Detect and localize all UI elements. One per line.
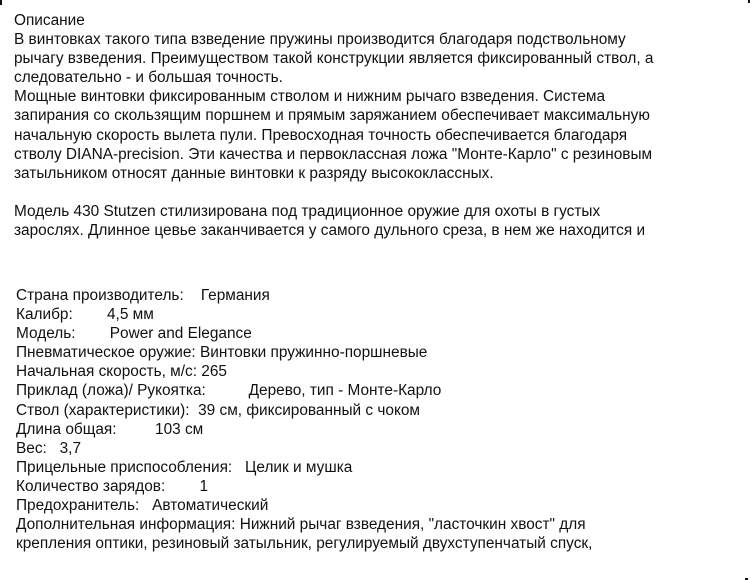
spec-weight	[16, 439, 746, 458]
spec-extra-label: Дополнительная информация:	[16, 516, 236, 534]
spec-model-label: Модель:	[16, 325, 76, 343]
spec-charges	[16, 477, 746, 496]
spec-length-label: Длина общая:	[16, 420, 117, 438]
spec-barrel-value: 39 см, фиксированный с чоком	[198, 401, 421, 419]
spec-model	[16, 324, 746, 343]
product-description	[14, 11, 744, 240]
spec-velocity: Начальная скорость, м/с: 265	[16, 363, 227, 381]
spec-country-value: Германия	[200, 287, 270, 304]
spec-safety	[16, 496, 746, 515]
spec-stock-label: Приклад (ложа)/ Рукоятка:	[16, 382, 206, 400]
spec-safety-label: Предохранитель:	[16, 497, 140, 515]
spec-barrel-label: Ствол (характеристики):	[16, 401, 190, 419]
spec-caliber-label: Калибр:	[16, 306, 73, 324]
spec-stock-value: Дерево, тип - Монте-Карло	[248, 382, 442, 400]
spec-charges-value: 1	[199, 477, 209, 495]
top-left-mark	[0, 0, 2, 5]
spec-extra-value: Нижний рычаг взведения, "ласточкин хвост" для крепления оптики, резиновый затыльник, регулируемый двухступенчатый спуск,	[16, 516, 593, 553]
spec-model-value: Power and Elegance	[109, 325, 252, 343]
description-heading: Описание	[14, 12, 85, 29]
spec-country	[16, 286, 746, 305]
spec-stock	[16, 381, 746, 400]
description-paragraph-1: В винтовках такого типа взведение пружины производится благодаря подствольному рычагу взведения. Преимуществом такой конструкции является фиксированный ствол, а следовательно - и большая точность.	[14, 31, 654, 87]
spec-caliber	[16, 305, 746, 324]
spec-length-value: 103 см	[155, 420, 204, 438]
description-paragraph-2: Мощные винтовки фиксированным стволом и нижним рычаго взведения. Система запирания со скользящим поршнем и прямым заряжанием обеспечивает максимальную начальную скорость вылета пули. Превосходная точность обеспечивается благодаря стволу DIANA-precision. Эти качества и первоклассная ложа "Монте-Карло" с резиновым затыльником относят данные винтовки к разряду высококлассных.	[14, 88, 653, 182]
spec-weight-value: 3,7	[59, 439, 82, 457]
spec-caliber-value: 4,5 мм	[106, 306, 154, 324]
spec-sights-label: Прицельные приспособления:	[16, 458, 233, 476]
description-paragraph-3: Модель 430 Stutzen стилизирована под традиционное оружие для охоты в густых зарослях. Длинное цевье заканчивается у самого дульного среза, в нем же находится и	[14, 202, 646, 240]
product-specifications	[16, 286, 746, 553]
spec-sights	[16, 458, 746, 477]
spec-extra	[16, 515, 746, 553]
spec-safety-value: Автоматический	[152, 497, 269, 515]
spec-charges-label: Количество зарядов:	[16, 477, 166, 495]
spec-weight-label: Вес:	[16, 439, 47, 457]
spec-sights-value: Целик и мушка	[245, 458, 353, 476]
spec-type: Пневматическое оружие: Винтовки пружинно-поршневые	[16, 344, 428, 362]
paragraph-gap	[14, 183, 744, 202]
spec-country-label: Страна производитель:	[16, 287, 184, 304]
spec-length	[16, 420, 746, 439]
spec-barrel	[16, 401, 746, 420]
